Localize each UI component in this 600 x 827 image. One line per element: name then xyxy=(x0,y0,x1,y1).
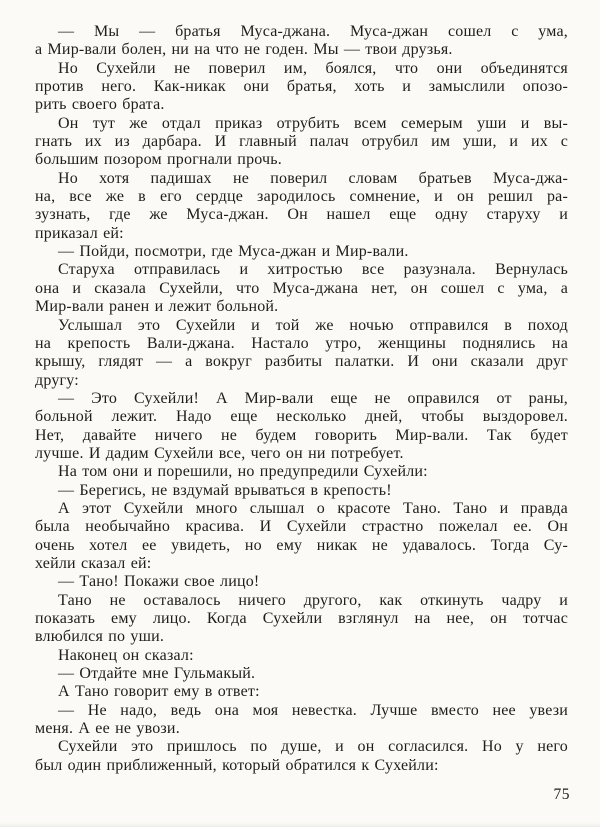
text-line: меня. А ее не увози. xyxy=(35,720,180,738)
text-line: Наконец он сказал: xyxy=(58,646,194,664)
text-line: гнать их из дарбара. И главный палач отрубил им уши, и их с xyxy=(35,133,568,151)
text-line: — Мы — братья Муса-джана. Муса-джан сошел с ума, xyxy=(58,23,568,40)
text-line: на крепость Вали-джана. Настало утро, женщины поднялись на xyxy=(35,334,568,352)
text-line: был один приближенный, который обратился к Сухейли: xyxy=(35,756,439,774)
text-line: против него. Как-никак они братья, хоть и замыслили опозо- xyxy=(35,78,568,96)
text-line: — Это Сухейли! А Мир-вали еще не оправился от раны, xyxy=(58,389,568,407)
text-line: влюбился по уши. xyxy=(35,628,165,646)
text-line: лучше. И дадим Сухейли все, чего он ни потребует. xyxy=(35,444,404,462)
text-line: зузнать, где же Муса-джан. Он нашел еще одну старуху и xyxy=(35,206,568,224)
text-line: А Тано говорит ему в ответ: xyxy=(58,683,260,701)
text-line: — Не надо, ведь она моя невестка. Лучше вместо нее увези xyxy=(58,701,568,719)
text-line: на, все же в его сердце зародилось сомнение, и он решил ра- xyxy=(35,188,568,206)
text-line: приказал ей: xyxy=(35,224,124,242)
text-line: большим позором прогнали прочь. xyxy=(35,151,282,169)
text-line: Сухейли это пришлось по душе, и он согласился. Но у него xyxy=(58,738,568,756)
text-line: Но хотя падишах не поверил словам братьев Муса-джа- xyxy=(58,169,568,187)
text-line: Нет, давайте ничего не будем говорить Мир-вали. Так будет xyxy=(35,426,568,444)
text-line: А этот Сухейли много слышал о красоте Тано. Тано и правда xyxy=(58,499,568,517)
text-line: хейли сказал ей: xyxy=(35,554,152,572)
text-line: показать ему лицо. Когда Сухейли взглянул на нее, он тотчас xyxy=(35,610,568,627)
text-line: На том они и порешили, но предупредили Сухейли: xyxy=(58,463,428,481)
page-number: 75 xyxy=(553,786,570,803)
text-line: Он тут же отдал приказ отрубить всем семерым уши и вы- xyxy=(58,114,568,132)
text-line: рить своего брата. xyxy=(35,96,165,114)
text-line: Услышал это Сухейли и той же ночью отправился в поход xyxy=(58,316,568,334)
text-line: Мир-вали ранен и лежит больной. xyxy=(35,298,279,316)
text-line: Но Сухейли не поверил им, боялся, что они объединятся xyxy=(58,59,568,77)
text-line: — Отдайте мне Гульмакый. xyxy=(58,665,256,683)
text-line: очень хотел ее увидеть, но ему никак не удавалось. Тогда Су- xyxy=(35,536,568,554)
text-line: больной лежит. Надо еще несколько дней, чтобы выздоровел. xyxy=(35,408,568,426)
text-line: крышу, глядят — а вокруг разбиты палатки. И они сказали друг xyxy=(35,353,568,371)
text-line: другу: xyxy=(35,371,79,389)
text-line: — Берегись, не вздумай врываться в крепость! xyxy=(58,481,392,499)
text-line: была необычайно красива. И Сухейли страстно пожелал ее. Он xyxy=(35,518,568,536)
text-block xyxy=(35,23,568,775)
text-line: — Пойди, посмотри, где Муса-джан и Мир-вали. xyxy=(58,243,409,261)
text-line: она и сказала Сухейли, что Муса-джана нет, он сошел с ума, а xyxy=(35,279,568,297)
text-line: а Мир-вали болен, ни на что не годен. Мы — твои друзья. xyxy=(35,41,453,59)
text-line: — Тано! Покажи свое лицо! xyxy=(58,573,260,591)
page-edge-shadow xyxy=(0,823,600,827)
text-line: Старуха отправилась и хитростью все разузнала. Вернулась xyxy=(58,261,568,279)
text-line: Тано не оставалось ничего другого, как откинуть чадру и xyxy=(58,591,568,609)
